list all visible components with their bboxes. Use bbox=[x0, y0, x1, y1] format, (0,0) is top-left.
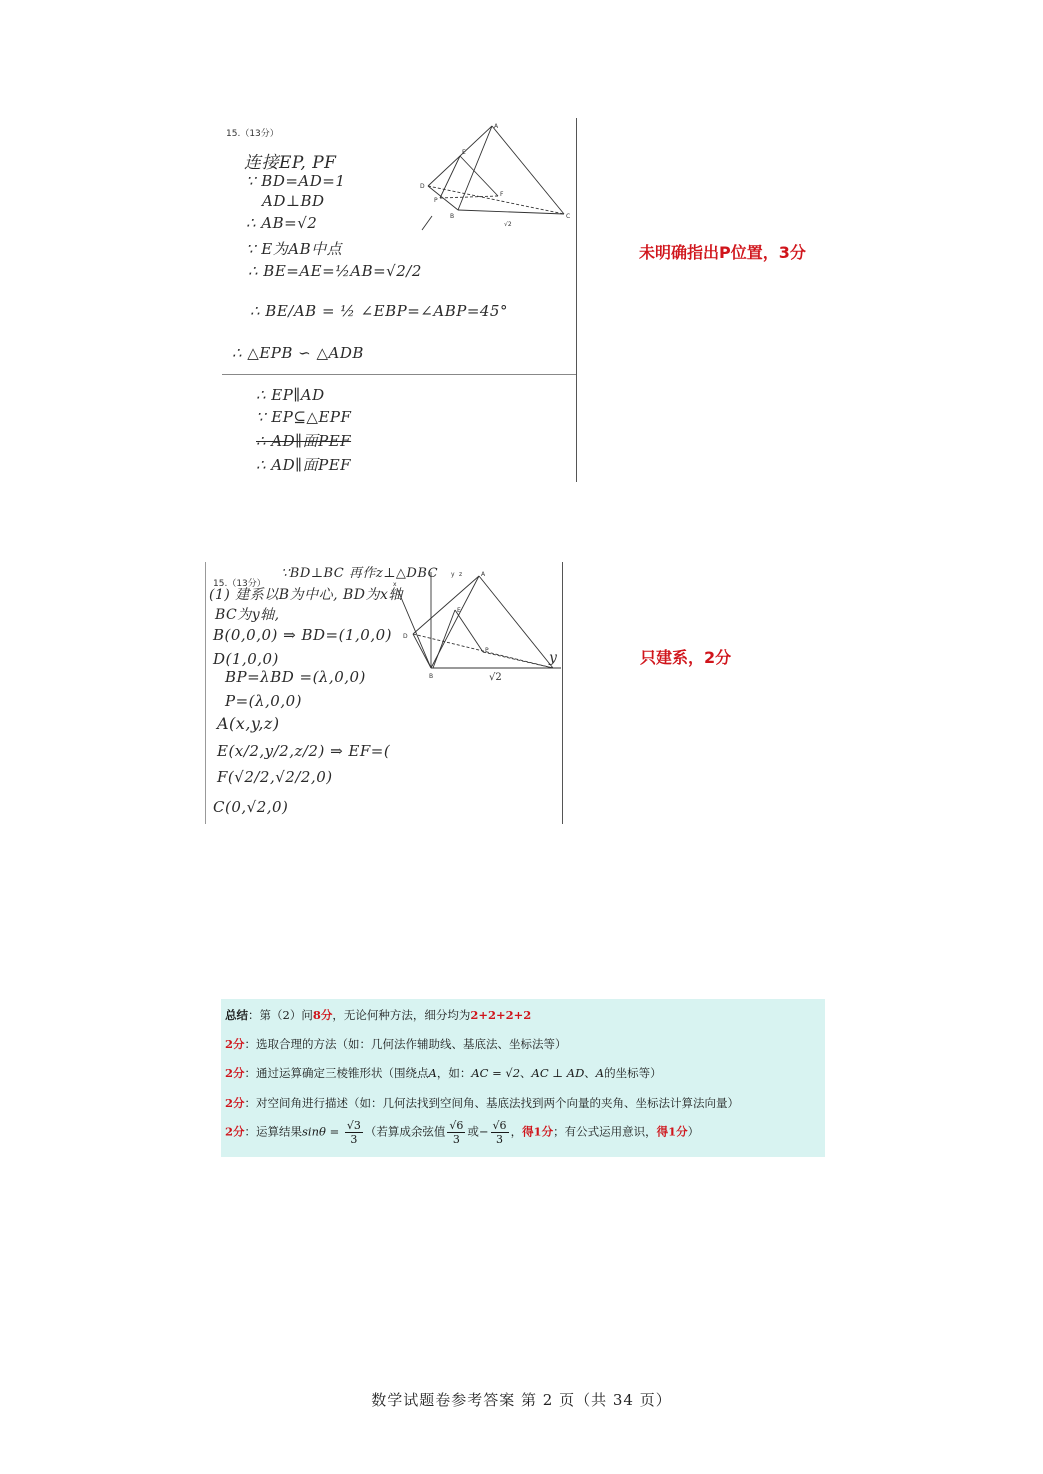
handwriting-line: ∴ BE=AE=½AB=√2/2 bbox=[248, 262, 422, 280]
handwriting-line: D(1,0,0) bbox=[213, 650, 279, 668]
handwriting-line: ∴ AB=√2 bbox=[246, 214, 318, 232]
diagram-label: y bbox=[549, 650, 557, 666]
diagram-label: B bbox=[429, 673, 434, 680]
summary-text: ：第（2）问 bbox=[248, 1008, 313, 1022]
summary-math: sinθ = bbox=[302, 1124, 340, 1139]
summary-line-2 bbox=[225, 1036, 567, 1052]
summary-text: 的坐标等） bbox=[604, 1066, 662, 1080]
handwriting-line: ∴ BE/AB = ½ ∠EBP=∠ABP=45° bbox=[250, 302, 508, 320]
summary-points: 得1分 bbox=[656, 1124, 688, 1139]
summary-text: ） bbox=[687, 1124, 700, 1139]
summary-line-3 bbox=[225, 1065, 662, 1081]
handwriting-line: BC为y轴, bbox=[215, 607, 280, 623]
fraction bbox=[447, 1119, 465, 1146]
fraction-numerator: √6 bbox=[449, 1119, 464, 1132]
diagram-label: P bbox=[434, 197, 438, 204]
summary-points: 得1分 bbox=[522, 1124, 554, 1139]
question-label: 15.（13分） bbox=[213, 579, 266, 589]
answer-scan-2 bbox=[205, 562, 565, 824]
summary-text: 或− bbox=[467, 1124, 489, 1139]
summary-text: 、 bbox=[584, 1066, 596, 1080]
diagram-label: x bbox=[393, 581, 397, 588]
pyramid-diagram-1 bbox=[418, 122, 574, 234]
diagram-label: P bbox=[485, 647, 489, 654]
diagram-label: y bbox=[451, 571, 455, 578]
summary-text: ，无论何种方法，细分均为 bbox=[332, 1008, 471, 1022]
scan-border-right bbox=[576, 118, 577, 482]
summary-points: 2+2+2+2 bbox=[470, 1008, 532, 1022]
summary-text: ，如： bbox=[436, 1066, 472, 1080]
handwriting-line: C(0,√2,0) bbox=[213, 798, 289, 816]
summary-text: ：通过运算确定三棱锥形状（围绕点 bbox=[244, 1066, 429, 1080]
diagram-label: √2 bbox=[504, 221, 512, 228]
handwriting-line: ∵BD⊥BC 再作z⊥△DBC bbox=[281, 566, 439, 581]
handwriting-line: F(√2/2,√2/2,0) bbox=[217, 768, 333, 786]
summary-text: ：选取合理的方法（如：几何法作辅助线、基底法、坐标法等） bbox=[244, 1037, 567, 1051]
summary-points: 2分 bbox=[225, 1124, 245, 1139]
answer-scan-1 bbox=[222, 118, 578, 482]
grading-comment: 未明确指出P位置，3分 bbox=[639, 243, 806, 262]
summary-text: 、 bbox=[520, 1066, 532, 1080]
handwriting-line: P=(λ,0,0) bbox=[225, 692, 302, 710]
diagram-label: E bbox=[462, 149, 466, 156]
handwriting-line: AD⊥BD bbox=[262, 192, 325, 210]
scan-border-left bbox=[205, 562, 206, 824]
handwriting-line: ∴ EP∥AD bbox=[256, 386, 325, 404]
handwriting-line: A(x,y,z) bbox=[217, 714, 280, 733]
scan-divider bbox=[222, 374, 576, 375]
fraction-denominator: 3 bbox=[452, 1133, 460, 1146]
fraction-numerator: √6 bbox=[492, 1119, 507, 1132]
diagram-label: z bbox=[459, 571, 463, 578]
diagram-label: A bbox=[494, 123, 499, 130]
summary-math: AC = √2 bbox=[471, 1066, 521, 1080]
summary-text: ：对空间角进行描述（如：几何法找到空间角、基底法找到两个向量的夹角、坐标法计算法向量） bbox=[244, 1096, 740, 1110]
handwriting-line: E(x/2,y/2,z/2) ⇒ EF=( bbox=[217, 742, 391, 760]
handwriting-line: ∵ EP⊆△EPF bbox=[256, 408, 352, 426]
summary-line-1 bbox=[225, 1007, 531, 1023]
diagram-label: D bbox=[403, 633, 408, 640]
diagram-label: F bbox=[500, 191, 504, 198]
summary-text: ：运算结果 bbox=[244, 1124, 303, 1139]
summary-points: 2分 bbox=[225, 1096, 245, 1110]
fraction bbox=[345, 1119, 363, 1146]
summary-text: ， bbox=[510, 1124, 523, 1139]
handwriting-line: 连接EP, PF bbox=[244, 153, 337, 173]
question-label: 15.（13分） bbox=[226, 129, 279, 139]
handwriting-line: ∴ △EPB ∽ △ADB bbox=[232, 344, 364, 362]
summary-math: AC ⊥ AD bbox=[531, 1066, 585, 1080]
fraction-denominator: 3 bbox=[350, 1133, 358, 1146]
grading-comment: 只建系，2分 bbox=[640, 648, 732, 667]
summary-line-5 bbox=[225, 1119, 699, 1146]
diagram-label: D bbox=[420, 183, 425, 190]
summary-math: A bbox=[595, 1066, 605, 1080]
summary-points: 8分 bbox=[312, 1008, 333, 1022]
summary-line-4 bbox=[225, 1095, 739, 1111]
handwriting-line: ∴ AD∥面PEF bbox=[256, 456, 352, 474]
page-footer: 数学试题卷参考答案 第 2 页（共 34 页） bbox=[371, 1391, 672, 1409]
summary-heading: 总结 bbox=[225, 1008, 248, 1022]
diagram-label: √2 bbox=[489, 672, 502, 683]
handwriting-line: ∵ E为AB中点 bbox=[246, 240, 343, 258]
scan-border-right bbox=[562, 562, 563, 824]
summary-text: （若算成余弦值 bbox=[364, 1124, 446, 1139]
handwriting-line: BP=λBD =(λ,0,0) bbox=[225, 668, 366, 686]
diagram-label: A bbox=[481, 571, 486, 578]
handwriting-line: (1) 建系以B为中心, BD为x轴 bbox=[209, 587, 403, 603]
summary-math: A bbox=[428, 1066, 437, 1080]
grading-summary-box bbox=[221, 999, 825, 1157]
diagram-label: C bbox=[566, 213, 571, 220]
fraction-denominator: 3 bbox=[496, 1133, 504, 1146]
fraction-numerator: √3 bbox=[346, 1119, 361, 1132]
coordinate-diagram-2 bbox=[393, 568, 561, 684]
fraction bbox=[491, 1119, 509, 1146]
handwriting-line-struck: ∴ AD∥面PEF bbox=[256, 432, 352, 450]
diagram-label: E bbox=[457, 607, 461, 614]
diagram-label: B bbox=[450, 213, 455, 220]
summary-points: 2分 bbox=[225, 1037, 245, 1051]
handwriting-line: ∵ BD=AD=1 bbox=[246, 172, 346, 190]
summary-points: 2分 bbox=[225, 1066, 245, 1080]
handwriting-line: B(0,0,0) ⇒ BD=(1,0,0) bbox=[213, 626, 392, 644]
summary-text: ；有公式运用意识， bbox=[553, 1124, 657, 1139]
